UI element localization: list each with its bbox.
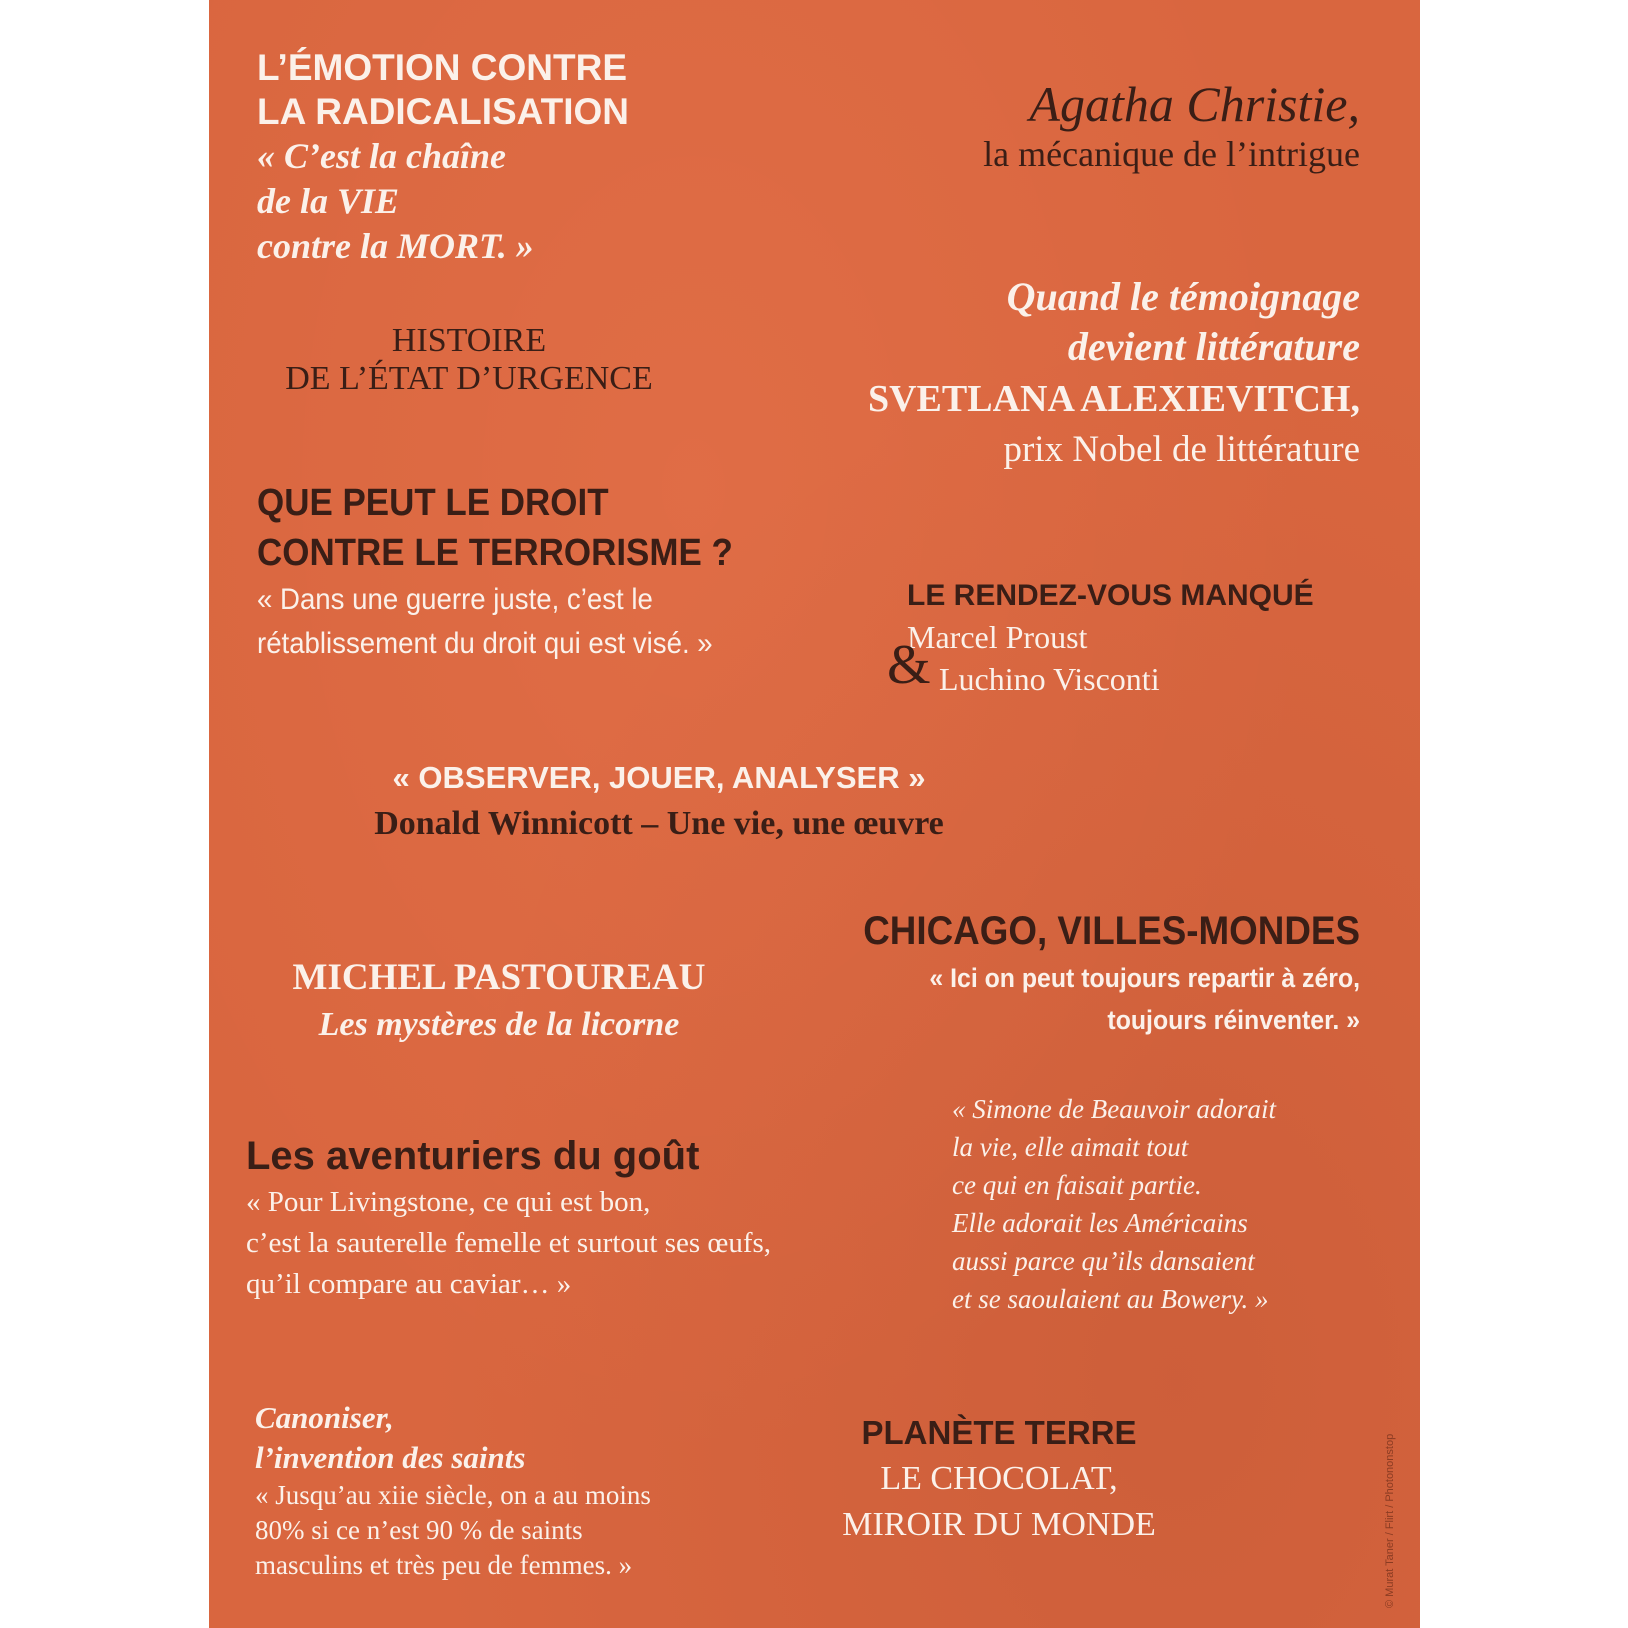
article-chicago — [820, 905, 1360, 1041]
article-emotion-quote: « C’est la chaîne — [257, 136, 506, 176]
article-emotion-title: L’ÉMOTION CONTRE — [257, 47, 627, 88]
article-droit-quote: rétablissement du droit qui est visé. » — [257, 627, 713, 660]
article-canoniser-quote: 80% si ce n’est 90 % de saints — [255, 1515, 583, 1545]
article-etat-urgence-title: HISTOIRE — [391, 322, 547, 359]
article-etat-urgence-title: DE L’ÉTAT D’URGENCE — [285, 360, 653, 397]
article-rendezvous-name2-text: Luchino Visconti — [939, 661, 1160, 697]
article-droit-quote: « Dans une guerre juste, c’est le — [257, 583, 653, 616]
article-gout-title: Les aventuriers du goût — [246, 1134, 700, 1178]
article-canoniser-title: l’invention des saints — [255, 1440, 526, 1475]
article-beauvoir-quote: « Simone de Beauvoir adorait — [952, 1094, 1276, 1124]
article-chicago-quote: toujours réinventer. » — [1107, 1005, 1360, 1035]
article-beauvoir-quote: et se saoulaient au Bowery. » — [952, 1284, 1269, 1314]
article-beauvoir — [952, 1090, 1276, 1318]
article-droit — [257, 478, 774, 666]
article-beauvoir-quote: Elle adorait les Américains — [952, 1208, 1248, 1238]
photo-credit-text: © Murat Taner / Flirt / Photononstop — [1384, 1433, 1396, 1608]
article-temoignage-name: SVETLANA ALEXIEVITCH, — [867, 378, 1360, 420]
article-beauvoir-quote: la vie, elle aimait tout — [952, 1132, 1189, 1162]
article-emotion-quote: contre la MORT. » — [257, 226, 534, 266]
article-canoniser — [255, 1398, 651, 1583]
article-emotion-title: LA RADICALISATION — [257, 91, 630, 132]
article-rendezvous-title: LE RENDEZ-VOUS MANQUÉ — [907, 579, 1314, 612]
article-chicago-quote: « Ici on peut toujours repartir à zéro, — [929, 963, 1360, 993]
article-rendezvous-name1: Marcel Proust — [907, 619, 1088, 655]
ampersand-glyph: & — [887, 634, 931, 696]
article-etat-urgence — [249, 322, 689, 398]
article-droit-title: QUE PEUT LE DROIT — [257, 482, 609, 524]
article-canoniser-quote: masculins et très peu de femmes. » — [255, 1550, 633, 1580]
article-temoignage — [868, 272, 1360, 474]
photo-credit — [1384, 1434, 1396, 1608]
article-christie-name: Agatha Christie, — [1029, 76, 1360, 132]
magazine-back-cover — [209, 0, 1420, 1628]
article-emotion-quote: de la VIE — [257, 181, 400, 221]
article-planete — [809, 1410, 1189, 1548]
article-canoniser-title: Canoniser, — [255, 1400, 394, 1435]
article-chicago-title: CHICAGO, VILLES-MONDES — [863, 909, 1360, 953]
article-christie-subtitle: la mécanique de l’intrigue — [983, 134, 1360, 174]
article-temoignage-heading: devient littérature — [1067, 324, 1360, 369]
article-emotion — [257, 46, 629, 269]
article-winnicott — [309, 756, 1009, 848]
article-gout — [246, 1130, 771, 1305]
article-planete-title: PLANÈTE TERRE — [861, 1414, 1137, 1451]
article-temoignage-heading: Quand le témoignage — [1006, 274, 1360, 319]
article-christie — [983, 76, 1360, 176]
article-winnicott-title: « OBSERVER, JOUER, ANALYSER » — [392, 760, 926, 795]
article-gout-quote: « Pour Livingstone, ce qui est bon, — [246, 1186, 651, 1218]
article-rendezvous — [887, 576, 1314, 700]
article-canoniser-quote: « Jusqu’au xiie siècle, on a au moins — [255, 1480, 651, 1510]
article-gout-quote: c’est la sauterelle femelle et surtout ses œufs, — [246, 1227, 772, 1259]
article-winnicott-subtitle: Donald Winnicott – Une vie, une œuvre — [374, 805, 944, 842]
article-planete-subtitle: LE CHOCOLAT, — [880, 1460, 1118, 1497]
article-beauvoir-quote: aussi parce qu’ils dansaient — [952, 1246, 1255, 1276]
article-pastoureau — [269, 954, 729, 1048]
article-temoignage-subtitle: prix Nobel de littérature — [1003, 429, 1360, 470]
article-gout-quote: qu’il compare au caviar… » — [246, 1268, 572, 1300]
article-beauvoir-quote: ce qui en faisait partie. — [952, 1170, 1202, 1200]
article-droit-title: CONTRE LE TERRORISME ? — [257, 532, 733, 574]
article-pastoureau-subtitle: Les mystères de la licorne — [318, 1006, 680, 1043]
article-planete-subtitle: MIROIR DU MONDE — [842, 1506, 1156, 1543]
article-pastoureau-name: MICHEL PASTOUREAU — [292, 957, 706, 998]
